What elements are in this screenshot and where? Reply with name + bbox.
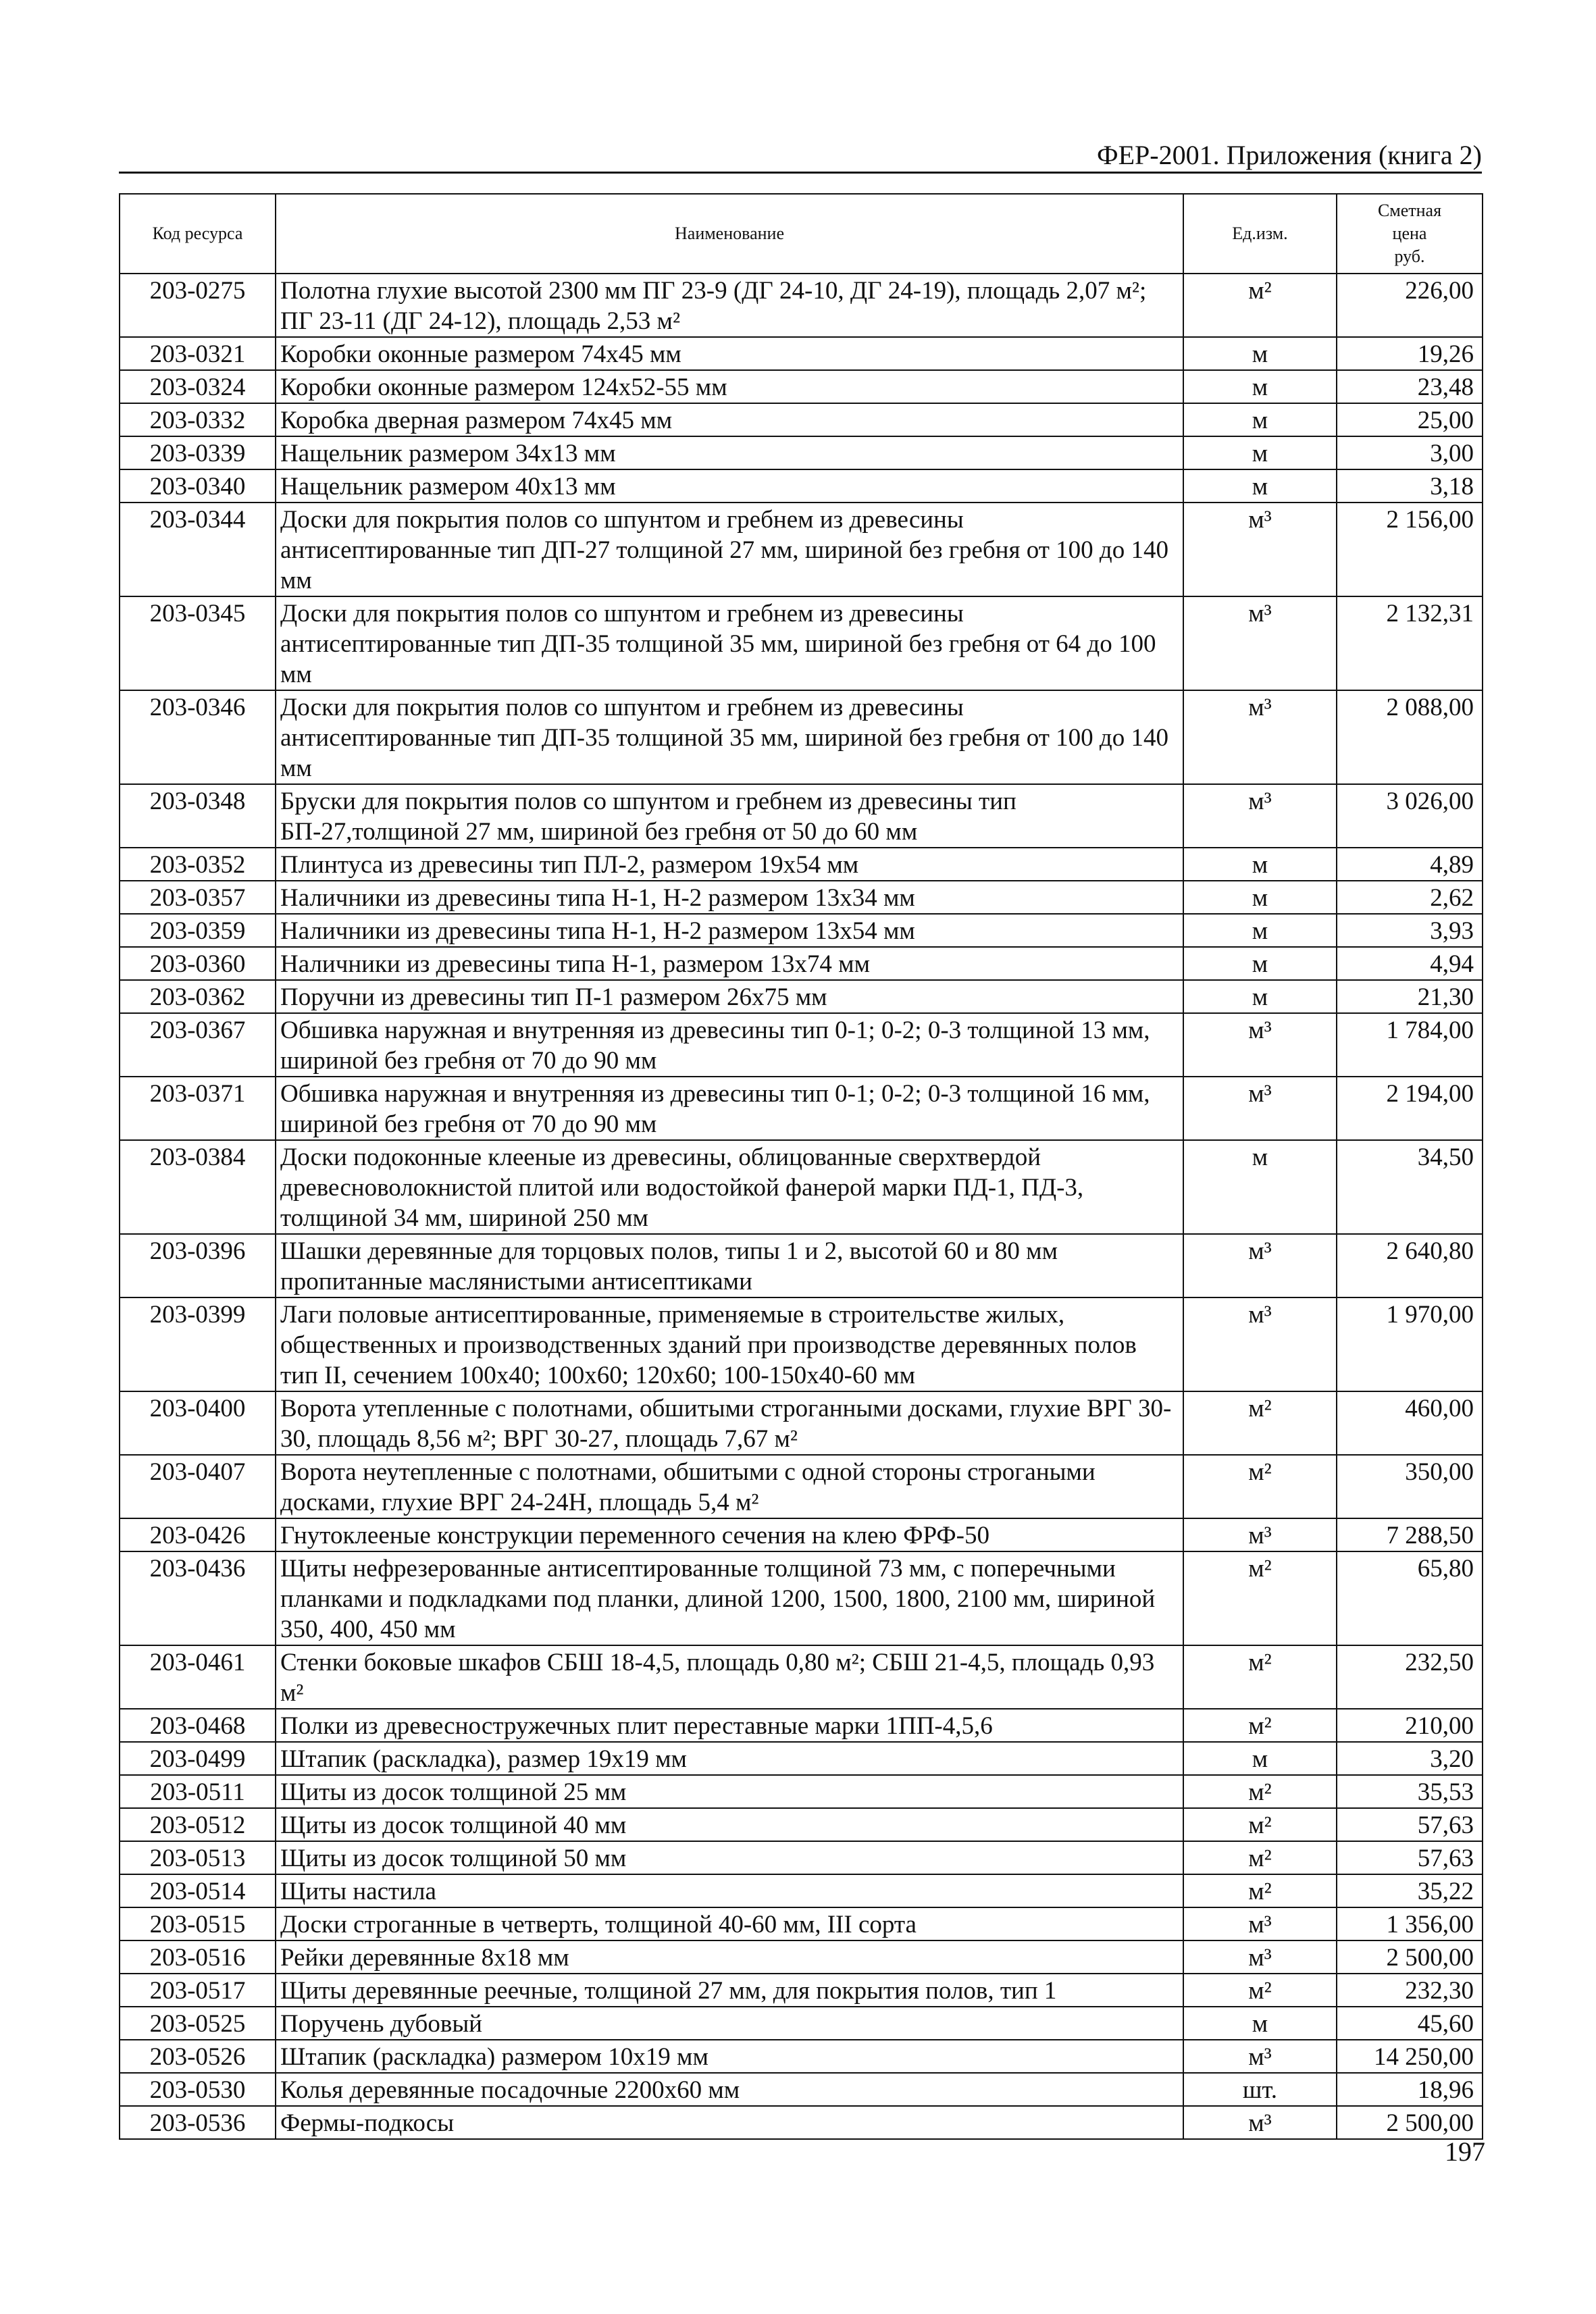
price-cell: 23,48 (1337, 370, 1483, 403)
unit-cell: м² (1183, 1391, 1337, 1455)
resource-code-cell: 203-0436 (120, 1551, 276, 1645)
unit-cell: м (1183, 2007, 1337, 2040)
table-row (120, 1391, 1483, 1455)
resource-name-cell: Стенки боковые шкафов СБШ 18-4,5, площадь 0,80 м²; СБШ 21-4,5, площадь 0,93 м² (276, 1645, 1183, 1709)
resource-code-cell: 203-0426 (120, 1518, 276, 1551)
price-cell: 34,50 (1337, 1140, 1483, 1234)
table-row (120, 784, 1483, 848)
resource-code-cell: 203-0348 (120, 784, 276, 848)
price-cell: 35,22 (1337, 1874, 1483, 1907)
unit-cell: м (1183, 1140, 1337, 1234)
unit-cell: м² (1183, 1551, 1337, 1645)
resource-code-cell: 203-0511 (120, 1775, 276, 1808)
price-cell: 65,80 (1337, 1551, 1483, 1645)
resource-name-cell: Полки из древесностружечных плит переставные марки 1ПП-4,5,6 (276, 1709, 1183, 1742)
table-row (120, 1077, 1483, 1140)
unit-cell: м (1183, 370, 1337, 403)
resource-code-cell: 203-0513 (120, 1841, 276, 1874)
price-cell: 2,62 (1337, 881, 1483, 914)
price-cell: 2 088,00 (1337, 690, 1483, 784)
resource-code-cell: 203-0346 (120, 690, 276, 784)
resource-name-cell: Щиты деревянные реечные, толщиной 27 мм, для покрытия полов, тип 1 (276, 1974, 1183, 2007)
resource-name-cell: Поручень дубовый (276, 2007, 1183, 2040)
price-cell: 3,00 (1337, 436, 1483, 469)
resource-name-cell: Ворота утепленные с полотнами, обшитыми строганными досками, глухие ВРГ 30-30, площадь 8,56 м²; ВРГ 30-27, площадь 7,67 м² (276, 1391, 1183, 1455)
table-row (120, 1234, 1483, 1297)
price-cell: 232,50 (1337, 1645, 1483, 1709)
unit-cell: м (1183, 403, 1337, 436)
table-row (120, 947, 1483, 980)
resource-name-cell: Штапик (раскладка) размером 10х19 мм (276, 2040, 1183, 2073)
table-row (120, 1775, 1483, 1808)
table-row (120, 2007, 1483, 2040)
column-header-price (1337, 194, 1483, 274)
price-cell: 3,93 (1337, 914, 1483, 947)
table-row (120, 914, 1483, 947)
resource-code-cell: 203-0525 (120, 2007, 276, 2040)
price-cell: 2 156,00 (1337, 503, 1483, 596)
unit-cell: м (1183, 337, 1337, 370)
resource-code-cell: 203-0384 (120, 1140, 276, 1234)
resource-name-cell: Щиты из досок толщиной 50 мм (276, 1841, 1183, 1874)
resource-code-cell: 203-0536 (120, 2106, 276, 2139)
resource-code-cell: 203-0396 (120, 1234, 276, 1297)
resource-code-cell: 203-0321 (120, 337, 276, 370)
resource-code-cell: 203-0530 (120, 2073, 276, 2106)
resource-name-cell: Фермы-подкосы (276, 2106, 1183, 2139)
price-cell: 19,26 (1337, 337, 1483, 370)
column-header-price-line2: цена (1392, 224, 1427, 243)
resource-code-cell: 203-0360 (120, 947, 276, 980)
table-row (120, 1140, 1483, 1234)
resource-code-cell: 203-0499 (120, 1742, 276, 1775)
resource-name-cell: Гнутоклееные конструкции переменного сечения на клею ФРФ-50 (276, 1518, 1183, 1551)
resource-code-cell: 203-0357 (120, 881, 276, 914)
table-row (120, 274, 1483, 337)
resource-name-cell: Обшивка наружная и внутренняя из древесины тип 0-1; 0-2; 0-3 толщиной 16 мм, шириной без гребня от 70 до 90 мм (276, 1077, 1183, 1140)
unit-cell: м (1183, 947, 1337, 980)
table-row (120, 1709, 1483, 1742)
table-row (120, 1874, 1483, 1907)
resource-name-cell: Шашки деревянные для торцовых полов, типы 1 и 2, высотой 60 и 80 мм пропитанные маслянистыми антисептиками (276, 1234, 1183, 1297)
table-body (120, 274, 1483, 2139)
table-row (120, 1808, 1483, 1841)
price-cell: 4,89 (1337, 848, 1483, 881)
page-number: 197 (1445, 2136, 1485, 2167)
resource-name-cell: Колья деревянные посадочные 2200х60 мм (276, 2073, 1183, 2106)
unit-cell: м² (1183, 1974, 1337, 2007)
resource-name-cell: Плинтуса из древесины тип ПЛ-2, размером 19х54 мм (276, 848, 1183, 881)
column-header-name: Наименование (276, 194, 1183, 274)
unit-cell: м³ (1183, 596, 1337, 690)
unit-cell: м² (1183, 1874, 1337, 1907)
resource-price-table (119, 193, 1483, 2140)
price-cell: 7 288,50 (1337, 1518, 1483, 1551)
table-row (120, 2106, 1483, 2139)
unit-cell: м (1183, 881, 1337, 914)
price-cell: 57,63 (1337, 1808, 1483, 1841)
unit-cell: шт. (1183, 2073, 1337, 2106)
unit-cell: м³ (1183, 1907, 1337, 1940)
table-row (120, 596, 1483, 690)
price-cell: 2 500,00 (1337, 1940, 1483, 1974)
price-cell: 1 970,00 (1337, 1297, 1483, 1391)
table-row (120, 1841, 1483, 1874)
price-cell: 21,30 (1337, 980, 1483, 1013)
unit-cell: м (1183, 436, 1337, 469)
table-row (120, 2040, 1483, 2073)
price-cell: 2 132,31 (1337, 596, 1483, 690)
page-title: ФЕР-2001. Приложения (книга 2) (1097, 140, 1482, 170)
resource-name-cell: Доски для покрытия полов со шпунтом и гребнем из древесины антисептированные тип ДП-35 толщиной 35 мм, шириной без гребня от 100 до 140 мм (276, 690, 1183, 784)
column-header-price-line3: руб. (1394, 247, 1425, 266)
resource-name-cell: Поручни из древесины тип П-1 размером 26х75 мм (276, 980, 1183, 1013)
resource-name-cell: Бруски для покрытия полов со шпунтом и гребнем из древесины тип БП-27,толщиной 27 мм, шириной без гребня от 50 до 60 мм (276, 784, 1183, 848)
unit-cell: м (1183, 848, 1337, 881)
resource-code-cell: 203-0461 (120, 1645, 276, 1709)
resource-name-cell: Наличники из древесины типа Н-1, Н-2 размером 13х34 мм (276, 881, 1183, 914)
table-row (120, 370, 1483, 403)
unit-cell: м³ (1183, 1077, 1337, 1140)
price-cell: 2 500,00 (1337, 2106, 1483, 2139)
table-row (120, 1907, 1483, 1940)
table-header-row (120, 194, 1483, 274)
resource-name-cell: Нащельник размером 40х13 мм (276, 469, 1183, 503)
resource-code-cell: 203-0359 (120, 914, 276, 947)
column-header-unit: Ед.изм. (1183, 194, 1337, 274)
resource-code-cell: 203-0324 (120, 370, 276, 403)
price-cell: 3,20 (1337, 1742, 1483, 1775)
price-cell: 3 026,00 (1337, 784, 1483, 848)
table-row (120, 436, 1483, 469)
table-row (120, 503, 1483, 596)
table-row (120, 1551, 1483, 1645)
unit-cell: м² (1183, 1709, 1337, 1742)
price-cell: 2 194,00 (1337, 1077, 1483, 1140)
column-header-price-line1: Сметная (1377, 201, 1442, 220)
table-row (120, 980, 1483, 1013)
resource-name-cell: Ворота неутепленные с полотнами, обшитыми с одной стороны строгаными досками, глухие ВРГ 24-24Н, площадь 5,4 м² (276, 1455, 1183, 1518)
resource-code-cell: 203-0514 (120, 1874, 276, 1907)
resource-code-cell: 203-0339 (120, 436, 276, 469)
table-row (120, 403, 1483, 436)
table-row (120, 848, 1483, 881)
price-cell: 226,00 (1337, 274, 1483, 337)
resource-name-cell: Рейки деревянные 8х18 мм (276, 1940, 1183, 1974)
resource-code-cell: 203-0344 (120, 503, 276, 596)
resource-code-cell: 203-0400 (120, 1391, 276, 1455)
column-header-code: Код ресурса (120, 194, 276, 274)
unit-cell: м (1183, 980, 1337, 1013)
resource-code-cell: 203-0345 (120, 596, 276, 690)
resource-code-cell: 203-0340 (120, 469, 276, 503)
price-cell: 1 356,00 (1337, 1907, 1483, 1940)
table-row (120, 337, 1483, 370)
resource-name-cell: Щиты настила (276, 1874, 1183, 1907)
unit-cell: м² (1183, 1455, 1337, 1518)
unit-cell: м² (1183, 274, 1337, 337)
resource-code-cell: 203-0526 (120, 2040, 276, 2073)
price-cell: 14 250,00 (1337, 2040, 1483, 2073)
table-row (120, 1940, 1483, 1974)
resource-name-cell: Наличники из древесины типа Н-1, Н-2 размером 13х54 мм (276, 914, 1183, 947)
unit-cell: м³ (1183, 2106, 1337, 2139)
resource-name-cell: Полотна глухие высотой 2300 мм ПГ 23-9 (ДГ 24-10, ДГ 24-19), площадь 2,07 м²; ПГ 23-11 (ДГ 24-12), площадь 2,53 м² (276, 274, 1183, 337)
unit-cell: м (1183, 469, 1337, 503)
resource-name-cell: Щиты из досок толщиной 40 мм (276, 1808, 1183, 1841)
resource-code-cell: 203-0517 (120, 1974, 276, 2007)
resource-name-cell: Доски подоконные клееные из древесины, облицованные сверхтвердой древесноволокнистой плитой или водостойкой фанерой марки ПД-1, ПД-3, толщиной 34 мм, шириной 250 мм (276, 1140, 1183, 1234)
unit-cell: м³ (1183, 1234, 1337, 1297)
resource-name-cell: Доски для покрытия полов со шпунтом и гребнем из древесины антисептированные тип ДП-35 толщиной 35 мм, шириной без гребня от 64 до 100 мм (276, 596, 1183, 690)
unit-cell: м³ (1183, 1518, 1337, 1551)
resource-code-cell: 203-0371 (120, 1077, 276, 1140)
resource-code-cell: 203-0352 (120, 848, 276, 881)
table-row (120, 1742, 1483, 1775)
price-cell: 210,00 (1337, 1709, 1483, 1742)
unit-cell: м³ (1183, 784, 1337, 848)
price-cell: 45,60 (1337, 2007, 1483, 2040)
price-cell: 2 640,80 (1337, 1234, 1483, 1297)
resource-code-cell: 203-0468 (120, 1709, 276, 1742)
resource-name-cell: Коробка дверная размером 74х45 мм (276, 403, 1183, 436)
unit-cell: м³ (1183, 503, 1337, 596)
table-row (120, 881, 1483, 914)
resource-name-cell: Доски строганные в четверть, толщиной 40-60 мм, III сорта (276, 1907, 1183, 1940)
table-row (120, 2073, 1483, 2106)
unit-cell: м³ (1183, 1940, 1337, 1974)
unit-cell: м³ (1183, 690, 1337, 784)
price-cell: 35,53 (1337, 1775, 1483, 1808)
resource-code-cell: 203-0407 (120, 1455, 276, 1518)
table-row (120, 690, 1483, 784)
resource-name-cell: Обшивка наружная и внутренняя из древесины тип 0-1; 0-2; 0-3 толщиной 13 мм, шириной без гребня от 70 до 90 мм (276, 1013, 1183, 1077)
table-row (120, 1297, 1483, 1391)
resource-code-cell: 203-0515 (120, 1907, 276, 1940)
price-cell: 460,00 (1337, 1391, 1483, 1455)
resource-code-cell: 203-0516 (120, 1940, 276, 1974)
table-row (120, 1013, 1483, 1077)
price-cell: 3,18 (1337, 469, 1483, 503)
resource-name-cell: Щиты нефрезерованные антисептированные толщиной 73 мм, с поперечными планками и подкладками под планки, длиной 1200, 1500, 1800, 2100 мм, шириной 350, 400, 450 мм (276, 1551, 1183, 1645)
resource-name-cell: Наличники из древесины типа Н-1, размером 13х74 мм (276, 947, 1183, 980)
resource-code-cell: 203-0399 (120, 1297, 276, 1391)
price-cell: 1 784,00 (1337, 1013, 1483, 1077)
price-cell: 18,96 (1337, 2073, 1483, 2106)
resource-code-cell: 203-0332 (120, 403, 276, 436)
table-row (120, 1645, 1483, 1709)
price-cell: 232,30 (1337, 1974, 1483, 2007)
resource-code-cell: 203-0275 (120, 274, 276, 337)
resource-name-cell: Штапик (раскладка), размер 19х19 мм (276, 1742, 1183, 1775)
table-row (120, 1518, 1483, 1551)
unit-cell: м² (1183, 1775, 1337, 1808)
page-header (119, 132, 1482, 174)
unit-cell: м² (1183, 1645, 1337, 1709)
unit-cell: м³ (1183, 1013, 1337, 1077)
price-cell: 25,00 (1337, 403, 1483, 436)
resource-name-cell: Коробки оконные размером 74х45 мм (276, 337, 1183, 370)
unit-cell: м (1183, 1742, 1337, 1775)
resource-code-cell: 203-0362 (120, 980, 276, 1013)
unit-cell: м³ (1183, 1297, 1337, 1391)
unit-cell: м² (1183, 1841, 1337, 1874)
resource-name-cell: Коробки оконные размером 124х52-55 мм (276, 370, 1183, 403)
resource-name-cell: Нащельник размером 34х13 мм (276, 436, 1183, 469)
resource-name-cell: Лаги половые антисептированные, применяемые в строительстве жилых, общественных и производственных зданий при производстве деревянных полов тип II, сечением 100х40; 100х60; 120х60; 100-150х40-60 мм (276, 1297, 1183, 1391)
price-cell: 350,00 (1337, 1455, 1483, 1518)
table-row (120, 469, 1483, 503)
price-cell: 57,63 (1337, 1841, 1483, 1874)
unit-cell: м² (1183, 1808, 1337, 1841)
table-row (120, 1455, 1483, 1518)
resource-name-cell: Щиты из досок толщиной 25 мм (276, 1775, 1183, 1808)
unit-cell: м³ (1183, 2040, 1337, 2073)
price-cell: 4,94 (1337, 947, 1483, 980)
unit-cell: м (1183, 914, 1337, 947)
table-row (120, 1974, 1483, 2007)
resource-code-cell: 203-0367 (120, 1013, 276, 1077)
resource-name-cell: Доски для покрытия полов со шпунтом и гребнем из древесины антисептированные тип ДП-27 толщиной 27 мм, шириной без гребня от 100 до 140 мм (276, 503, 1183, 596)
resource-code-cell: 203-0512 (120, 1808, 276, 1841)
